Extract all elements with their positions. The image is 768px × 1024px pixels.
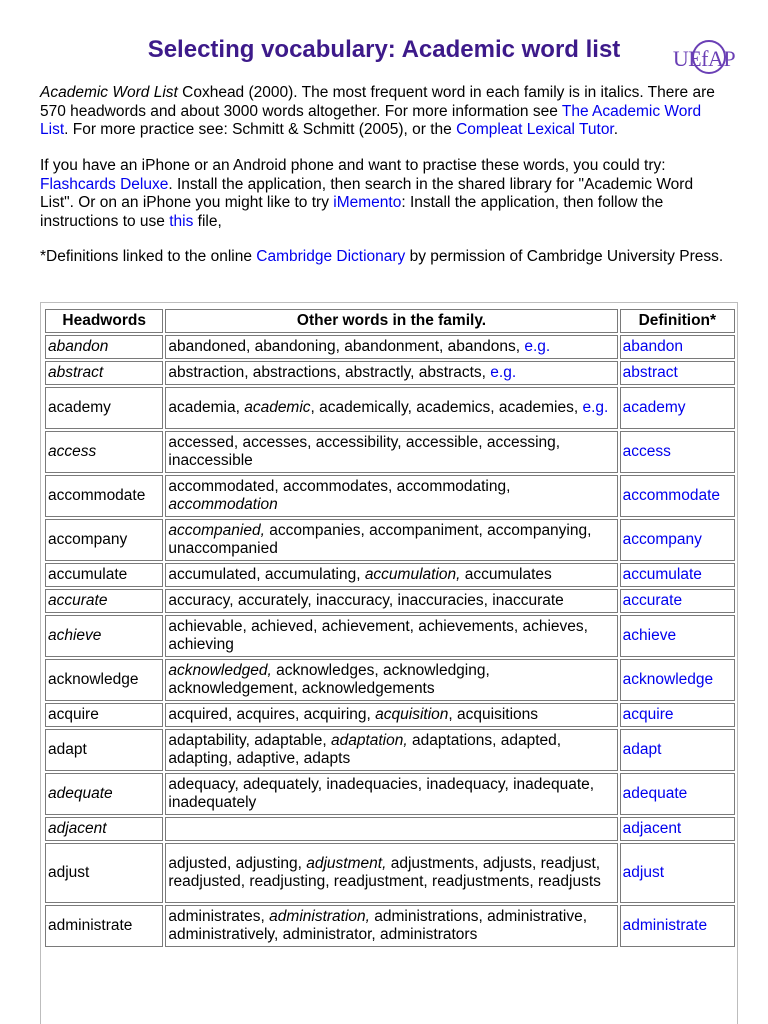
intro-text: . For more practice see: Schmitt & Schmitt (2005), or the [64,121,457,138]
family-words: abandoned, abandoning, abandonment, abandons, [168,338,525,355]
family-cell [165,475,617,517]
definition-link[interactable]: accompany [622,531,702,548]
family-words: accumulated, accumulating, [168,566,365,583]
family-words: administrates, [168,908,270,925]
this-file-link[interactable]: this [169,212,194,230]
definition-link[interactable]: accurate [622,592,683,609]
table-row [45,817,735,841]
family-words: accompanies, accompaniment, accompanying, unaccompanied [168,522,592,557]
intro-paragraph-1 [40,84,730,140]
definition-link[interactable]: administrate [622,917,708,934]
family-words: accommodated, accommodates, accommodating, [168,478,511,495]
family-words: accumulates [460,566,552,583]
flashcards-deluxe-link[interactable]: Flashcards Deluxe [40,175,169,193]
family-words: adequacy, adequately, inadequacies, inadequacy, inadequate, inadequately [168,776,595,811]
intro-text: *Definitions linked to the online [40,248,257,265]
table-row [45,519,735,561]
family-words: academia, [168,399,245,416]
family-cell [165,773,617,815]
most-frequent-word: acknowledged, [168,662,272,679]
intro-text: Coxhead (2000). The most frequent word in each family is in italics. There are 570 headwords and about 3000 words altogether. For more information see [40,84,715,120]
table-row [45,431,735,473]
family-words: adaptability, adaptable, [168,732,331,749]
intro-text: by permission of Cambridge University Press. [405,248,724,265]
definition-cell [620,659,735,701]
table-body [45,335,735,947]
header-other-words: Other words in the family. [165,309,617,333]
definition-link[interactable]: adequate [622,785,688,802]
definition-link[interactable]: access [622,443,671,460]
headword-cell: adjust [45,843,163,903]
table-row [45,729,735,771]
headword-cell: abstract [45,361,163,385]
example-link[interactable]: e.g. [582,399,609,416]
most-frequent-word: academic [244,399,311,416]
headword-cell: adjacent [45,817,163,841]
most-frequent-word: accumulation, [364,566,461,583]
headword-cell: accumulate [45,563,163,587]
definition-cell [620,843,735,903]
table-row [45,615,735,657]
family-cell [165,387,617,429]
table-row [45,589,735,613]
definition-cell [620,703,735,727]
table-row [45,563,735,587]
definition-link[interactable]: abandon [622,338,683,355]
table-row [45,905,735,947]
definition-link[interactable]: adapt [622,741,662,758]
family-words: adjustments, adjusts, readjust, readjusted, readjusting, readjustment, readjustments, readjusts [168,855,601,890]
definition-link[interactable]: abstract [622,364,678,381]
most-frequent-word: acquisition [375,706,449,723]
table-row [45,703,735,727]
family-words: , acquisitions [448,706,539,723]
family-cell [165,431,617,473]
family-cell [165,729,617,771]
definition-cell [620,817,735,841]
definition-link[interactable]: acknowledge [622,671,714,688]
family-cell [165,905,617,947]
definition-cell [620,729,735,771]
definition-link[interactable]: achieve [622,627,677,644]
headword-cell: access [45,431,163,473]
family-cell [165,361,617,385]
family-words: administrations, administrative, administratively, administrator, administrators [168,908,588,943]
vocabulary-table-container [40,302,738,1024]
definition-link[interactable]: accommodate [622,487,720,504]
headword-cell: abandon [45,335,163,359]
page-title: Selecting vocabulary: Academic word list [147,36,621,63]
table-row [45,659,735,701]
definition-cell [620,905,735,947]
definition-link[interactable]: accumulate [622,566,702,583]
family-cell [165,519,617,561]
example-link[interactable]: e.g. [490,364,517,381]
logo-text: UEfAP [672,46,736,71]
family-cell [165,703,617,727]
header-definition: Definition* [620,309,735,333]
family-cell [165,589,617,613]
headword-cell: acquire [45,703,163,727]
family-cell [165,563,617,587]
definition-cell [620,431,735,473]
family-words: adjusted, adjusting, [168,855,307,872]
family-cell [165,335,617,359]
intro-text: : Install the application, then follow the instructions to use [40,194,664,230]
table-row [45,843,735,903]
definition-cell [620,615,735,657]
definition-cell [620,773,735,815]
definition-link[interactable]: acquire [622,706,674,723]
awl-italic-title: Academic Word List [40,84,178,101]
headword-cell: accompany [45,519,163,561]
most-frequent-word: administration, [269,908,370,925]
table-row [45,475,735,517]
intro-text: . [613,121,619,138]
intro-paragraph-2 [40,157,730,231]
family-cell [165,843,617,903]
vocabulary-table [43,307,737,949]
definition-cell [620,387,735,429]
family-words: adaptations, adapted, adapting, adaptive, adapts [168,732,562,767]
family-words: accessed, accesses, accessibility, accessible, accessing, inaccessible [168,434,561,469]
academic-word-list-link[interactable]: The Academic Word List [40,102,702,138]
most-frequent-word: adjustment, [306,855,387,872]
definition-link[interactable]: adjacent [622,820,682,837]
intro-text: . Install the application, then search in the shared library for "Academic Word List". Or on an iPhone you might like to try [40,175,694,211]
header-headwords: Headwords [45,309,163,333]
most-frequent-word: accompanied, [168,522,265,539]
most-frequent-word: accommodation [168,496,278,513]
family-words: achievable, achieved, achievement, achievements, achieves, achieving [168,618,588,653]
definition-cell [620,475,735,517]
definition-cell [620,563,735,587]
definition-link[interactable]: adjust [622,864,665,881]
family-cell [165,817,617,841]
definition-cell [620,335,735,359]
headword-cell: acknowledge [45,659,163,701]
table-header-row [45,309,735,333]
headword-cell: achieve [45,615,163,657]
definition-cell [620,519,735,561]
family-cell [165,659,617,701]
definition-cell [620,361,735,385]
headword-cell: adequate [45,773,163,815]
definition-link[interactable]: academy [622,399,686,416]
definition-cell [620,589,735,613]
family-words: acquired, acquires, acquiring, [168,706,376,723]
family-words: accuracy, accurately, inaccuracy, inaccuracies, inaccurate [168,592,564,609]
headword-cell: academy [45,387,163,429]
intro-text: If you have an iPhone or an Android phone and want to practise these words, you could try: [40,157,666,174]
intro-text: file, [193,212,222,230]
table-row [45,387,735,429]
headword-cell: accurate [45,589,163,613]
table-row [45,335,735,359]
headword-cell: adapt [45,729,163,771]
example-link[interactable]: e.g. [524,338,551,355]
family-cell [165,615,617,657]
uefap-logo[interactable] [668,40,740,80]
family-words: acknowledges, acknowledging, acknowledgement, acknowledgements [168,662,490,697]
table-row [45,773,735,815]
family-words: abstraction, abstractions, abstractly, abstracts, [168,364,491,381]
table-row [45,361,735,385]
headword-cell: administrate [45,905,163,947]
most-frequent-word: adaptation, [330,732,408,749]
imemento-link[interactable]: iMemento [333,194,402,211]
lexical-tutor-link[interactable]: Compleat Lexical Tutor [456,121,614,138]
intro-paragraph-3 [40,248,730,267]
cambridge-dictionary-link[interactable]: Cambridge Dictionary [256,248,406,265]
family-words: , academically, academics, academies, [310,399,583,416]
headword-cell: accommodate [45,475,163,517]
